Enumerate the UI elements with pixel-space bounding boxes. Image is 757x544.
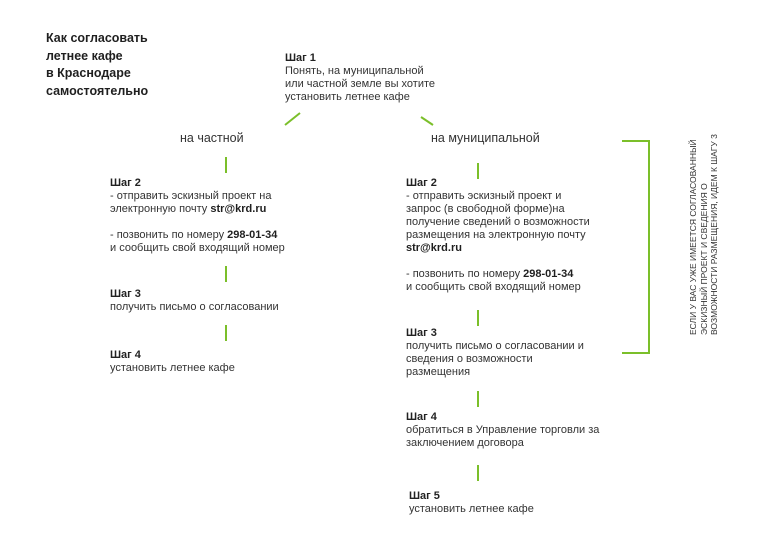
step-heading: Шаг 3	[406, 327, 437, 339]
step-1-line: Понять, на муниципальной	[285, 65, 424, 77]
title-line: Как согласовать	[46, 31, 148, 45]
step-line: и сообщить свой входящий номер	[110, 242, 285, 254]
step-line: обратиться в Управление торговли за	[406, 424, 600, 436]
step-heading: Шаг 4	[110, 349, 141, 361]
step-line	[110, 203, 350, 216]
connector-left	[285, 113, 300, 125]
step-line: - отправить эскизный проект и	[406, 190, 562, 202]
connector-bar	[477, 391, 479, 407]
page-title	[46, 30, 226, 100]
skip-note-line: ЭСКИЗНЫЙ ПРОЕКТ И СВЕДЕНИЯ О	[698, 183, 709, 335]
step-line	[110, 229, 350, 242]
step-heading: Шаг 2	[110, 177, 141, 189]
municipal-step-2	[406, 177, 646, 294]
municipal-step-5	[409, 490, 649, 516]
step-line: получить письмо о согласовании и	[406, 340, 584, 352]
step-heading: Шаг 2	[406, 177, 437, 189]
step-text: - позвонить по номеру	[406, 268, 524, 280]
connector-bar	[477, 310, 479, 326]
title-line: в Краснодаре	[46, 66, 131, 80]
spacer	[406, 255, 646, 268]
step-text: электронную почту	[110, 203, 211, 215]
branch-label-private: на частной	[180, 131, 244, 145]
municipal-step-4	[406, 411, 666, 450]
step-line	[406, 268, 646, 281]
private-step-3	[110, 288, 350, 314]
connector-bar	[225, 325, 227, 341]
private-step-2	[110, 177, 350, 255]
private-step-4	[110, 349, 350, 375]
step-heading: Шаг 5	[409, 490, 440, 502]
branch-connectors	[280, 112, 450, 132]
step-1-heading: Шаг 1	[285, 52, 316, 64]
step-line: запрос (в свободной форме)на	[406, 203, 565, 215]
skip-note	[688, 134, 720, 335]
skip-note-line: ВОЗМОЖНОСТИ РАЗМЕЩЕНИЯ, ИДЕМ К ШАГУ 3	[709, 134, 719, 335]
spacer	[110, 216, 350, 229]
title-line: летнее кафе	[46, 48, 123, 63]
step-line: и сообщить свой входящий номер	[406, 281, 581, 293]
email-text: str@krd.ru	[210, 203, 267, 215]
step-heading: Шаг 3	[110, 288, 141, 300]
title-line: самостоятельно	[46, 83, 149, 98]
step-1	[285, 52, 485, 104]
bracket-bottom	[622, 352, 650, 354]
step-line: установить летнее кафе	[110, 362, 235, 374]
bracket-top	[622, 140, 650, 142]
step-text: - позвонить по номеру	[110, 229, 228, 241]
phone-text: 298-01-34	[523, 268, 574, 280]
step-line: размещения	[406, 366, 471, 378]
step-line: - отправить эскизный проект на	[110, 190, 272, 202]
step-line: получить письмо о согласовании	[110, 301, 279, 313]
email-text: str@krd.ru	[406, 242, 462, 254]
skip-note-line: ЕСЛИ У ВАС УЖЕ ИМЕЕТСЯ СОГЛАСОВАННЫЙ	[688, 139, 698, 335]
connector-bar	[477, 465, 479, 481]
connector-bar	[225, 266, 227, 282]
bracket-side	[648, 140, 650, 354]
step-1-line: установить летнее кафе	[285, 91, 410, 103]
step-line: получение сведений о возможности	[406, 216, 590, 228]
step-line: размещения на электронную почту	[406, 229, 586, 241]
step-line: установить летнее кафе	[409, 503, 534, 515]
step-line: сведения о возможности	[406, 353, 533, 365]
branch-label-municipal: на муниципальной	[431, 131, 540, 145]
connector-bar	[225, 157, 227, 173]
municipal-step-3	[406, 327, 646, 379]
step-heading: Шаг 4	[406, 411, 437, 423]
step-line	[406, 242, 646, 255]
phone-text: 298-01-34	[227, 229, 278, 241]
connector-right	[421, 117, 433, 125]
step-line: заключением договора	[406, 437, 524, 449]
step-1-line: или частной земле вы хотите	[285, 78, 436, 90]
